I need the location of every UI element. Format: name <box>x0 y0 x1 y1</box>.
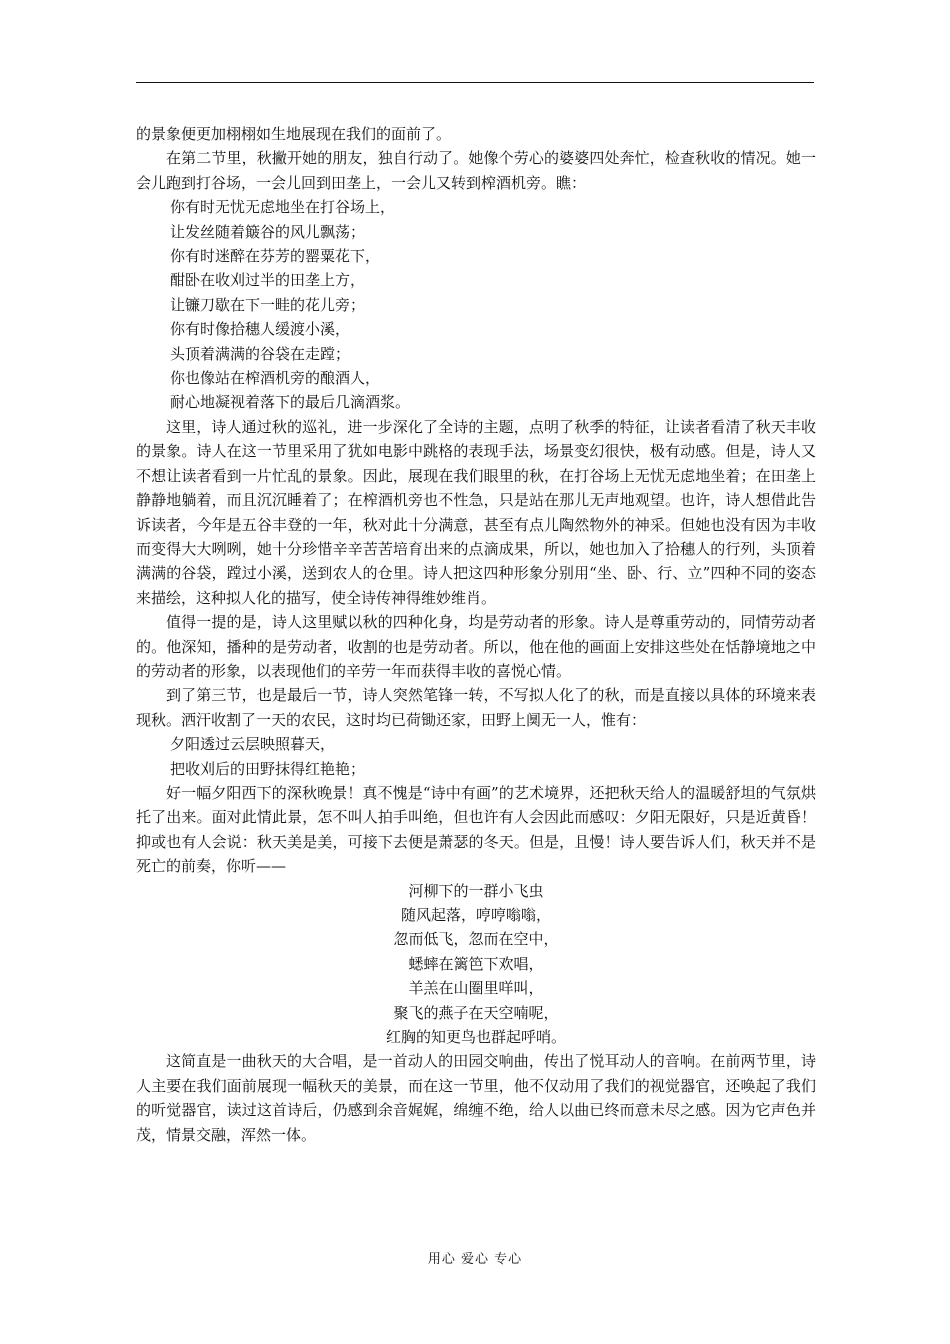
header-rule <box>136 82 814 83</box>
paragraph-1: 在第二节里，秋撇开她的朋友，独自行动了。她像个劳心的婆婆四处奔忙，检查秋收的情况。她一会儿跑到打谷场，一会儿回到田垄上，一会儿又转到榨酒机旁。瞧： <box>136 149 816 192</box>
poem-line: 蟋蟀在篱笆下欢唱， <box>408 954 544 973</box>
poem-line: 羊羔在山圈里咩叫， <box>408 979 544 998</box>
page-footer: 用心 爱心 专心 <box>427 1252 523 1267</box>
paragraph-3: 值得一提的是，诗人这里赋以秋的四种化身，均是劳动者的形象。诗人是尊重劳动的，同情劳动者的。他深知，播种的是劳动者，收割的也是劳动者。所以，他在他的画面上安排这些处在恬静境地之中的劳动者的形象，以表现他们的辛劳一年而获得丰收的喜悦心情。 <box>136 613 816 680</box>
lead-paragraph: 的景象便更加栩栩如生地展现在我们的面前了。 <box>136 125 452 143</box>
poem-line: 聚飞的燕子在天空喃呢， <box>393 1003 559 1022</box>
centered-poem <box>136 879 816 1050</box>
verse-line: 让发丝随着簸谷的风儿飘荡； <box>170 222 366 241</box>
paragraph-4: 到了第三节，也是最后一节，诗人突然笔锋一转，不写拟人化了的秋，而是直接以具体的环境来表现秋。洒汗收割了一天的农民，这时均已荷锄还家，田野上阒无一人，惟有： <box>136 686 816 729</box>
verse-line: 你有时像拾穗人缓渡小溪， <box>170 320 351 339</box>
verse-block-2 <box>136 732 816 781</box>
paragraph-2: 这里，诗人通过秋的巡礼，进一步深化了全诗的主题，点明了秋季的特征，让读者看清了秋天丰收的景象。诗人在这一节里采用了犹如电影中跳格的表现手法，场景变幻很快，极有动感。但是，诗人又不想让读者看到一片忙乱的景象。因此，展现在我们眼里的秋，在打谷场上无忧无虑地坐着；在田垄上静静地躺着，而且沉沉睡着了；在榨酒机旁也不性急，只是站在那儿无声地观望。也许，诗人想借此告诉读者，今年是五谷丰登的一年，秋对此十分满意，甚至有点儿陶然物外的神采。但她也没有因为丰收而变得大大咧咧，她十分珍惜辛辛苦苦培育出来的点滴成果，所以，她也加入了拾穗人的行列，头顶着满满的谷袋，蹚过小溪，送到农人的仓里。诗人把这四种形象分别用“坐、卧、行、立”四种不同的姿态来描绘，这种拟人化的描写，使全诗传神得维妙维肖。 <box>136 417 816 607</box>
verse-line: 耐心地凝视着落下的最后几滴酒浆。 <box>170 393 411 412</box>
verse-line: 你有时无忧无虑地坐在打谷场上， <box>170 198 396 217</box>
verse-line: 你也像站在榨酒机旁的酿酒人， <box>170 369 381 388</box>
verse-line: 你有时迷醉在芬芳的罂粟花下， <box>170 247 381 266</box>
verse-block-1 <box>136 195 816 415</box>
poem-line: 红胸的知更鸟也群起呼哨。 <box>385 1028 566 1047</box>
verse-line: 酣卧在收刈过半的田垄上方， <box>170 271 366 290</box>
verse-line: 让镰刀歇在下一畦的花儿旁； <box>170 295 366 314</box>
paragraph-6: 这简直是一曲秋天的大合唱，是一首动人的田园交响曲，传出了悦耳动人的音响。在前两节里，诗人主要在我们面前展现一幅秋天的美景，而在这一节里，他不仅动用了我们的视觉器官，还唤起了我们的听觉器官，读过这首诗后，仍感到余音娓娓，绵缠不绝，给人以曲已终而意未尽之感。因为它声色并茂，情景交融，浑然一体。 <box>136 1052 816 1144</box>
poem-line: 忽而低飞，忽而在空中， <box>393 930 559 949</box>
article-body <box>136 122 816 1147</box>
verse-line: 头顶着满满的谷袋在走蹚； <box>170 344 351 363</box>
verse-line: 把收刈后的田野抹得红艳艳； <box>170 759 366 778</box>
poem-line: 河柳下的一群小飞虫 <box>408 881 544 900</box>
verse-line: 夕阳透过云层映照暮天， <box>170 735 336 754</box>
paragraph-5: 好一幅夕阳西下的深秋晚景！真不愧是“诗中有画”的艺术境界，还把秋天给人的温暖舒坦的气氛烘托了出来。面对此情此景，怎不叫人拍手叫绝，但也许有人会因此而感叹：夕阳无限好，只是近黄昏！抑或也有人会说：秋天美是美，可接下去便是萧瑟的冬天。但是，且慢！诗人要告诉人们，秋天并不是死亡的前奏，你听—— <box>136 783 816 876</box>
poem-line: 随风起落，哼哼嗡嗡， <box>400 906 551 924</box>
